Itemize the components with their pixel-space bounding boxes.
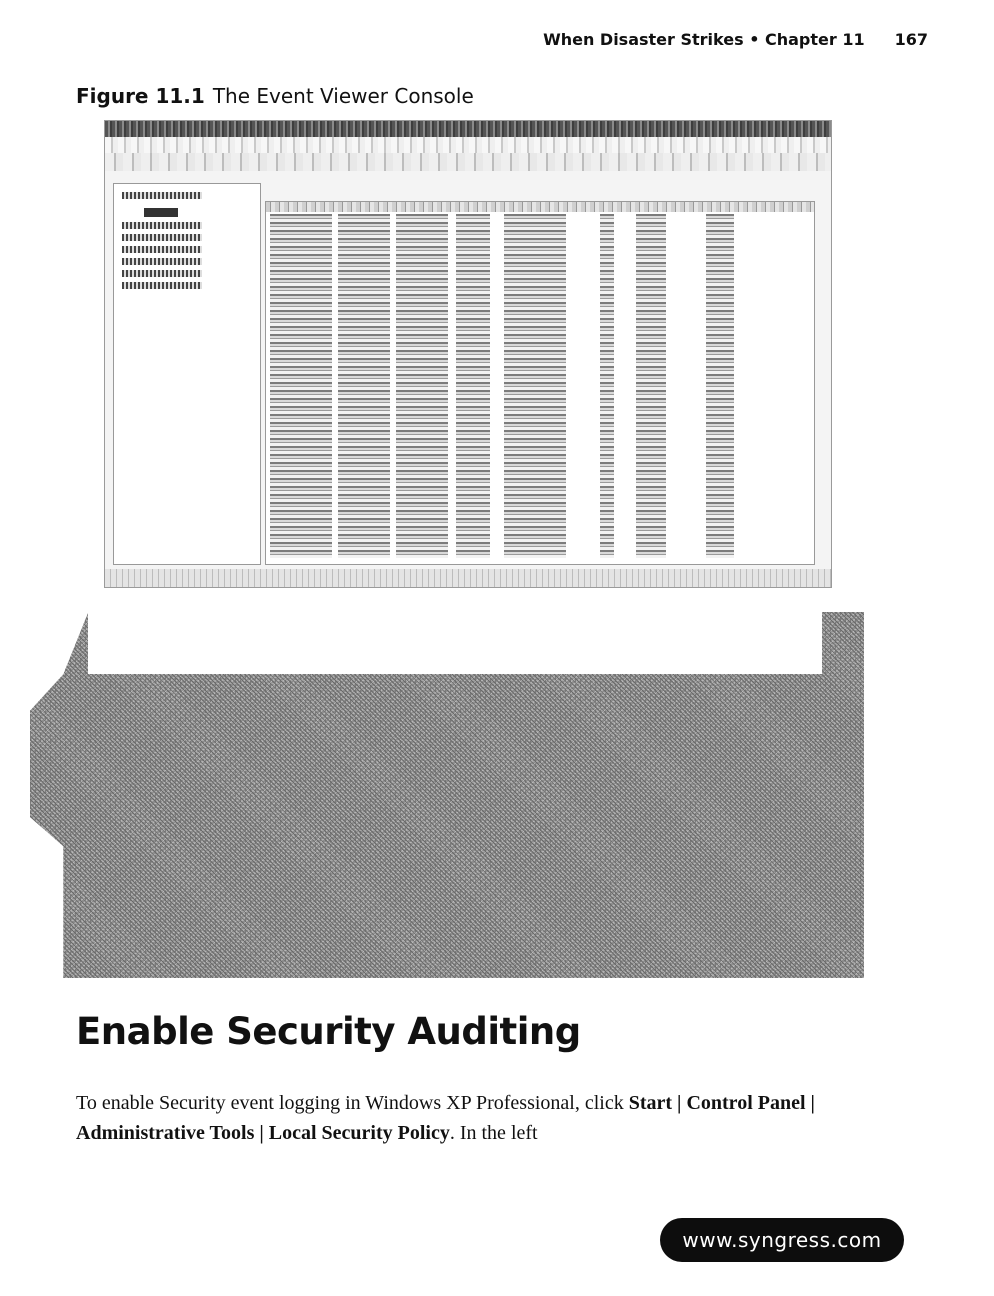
tree-item (122, 192, 202, 199)
tree-item (122, 258, 202, 265)
console-tree-pane (113, 183, 261, 565)
scan-artifact-notch (88, 612, 822, 674)
paragraph-intro: To enable Security event logging in Windows XP Professional, click (76, 1092, 629, 1114)
window-toolbar (105, 153, 831, 171)
window-menu-bar (105, 137, 831, 153)
page-number: 167 (894, 30, 928, 49)
event-list-column (636, 214, 666, 558)
event-list-column (396, 214, 448, 558)
tree-item (122, 222, 202, 229)
window-status-bar (105, 569, 831, 587)
event-list-column (456, 214, 490, 558)
menu-path-local-security-policy: Local Security Policy (268, 1122, 450, 1144)
event-list-pane (265, 201, 815, 565)
menu-path-separator: | (805, 1092, 815, 1114)
website-badge: www.syngress.com (660, 1218, 904, 1262)
menu-path-control-panel: Control Panel (686, 1092, 806, 1114)
event-list-column (600, 214, 614, 558)
event-list-column (338, 214, 390, 558)
tree-selected-item (144, 208, 178, 217)
menu-path-administrative-tools: Administrative Tools (76, 1122, 255, 1144)
figure-caption (76, 84, 474, 108)
event-viewer-screenshot (104, 120, 832, 588)
body-paragraph (76, 1088, 836, 1148)
figure-title: The Event Viewer Console (212, 84, 474, 108)
running-header (543, 30, 928, 49)
menu-path-start: Start (628, 1092, 673, 1114)
tree-item (122, 282, 202, 289)
event-list-column (706, 214, 734, 558)
window-title-bar (105, 121, 831, 137)
tree-item (122, 270, 202, 277)
tree-item (122, 246, 202, 253)
event-list-column (504, 214, 566, 558)
running-title: When Disaster Strikes • Chapter 11 (543, 30, 865, 49)
event-list-column (270, 214, 332, 558)
section-heading: Enable Security Auditing (76, 1010, 581, 1053)
menu-path-separator: | (672, 1092, 687, 1114)
figure-label: Figure 11.1 (76, 84, 205, 108)
menu-path-separator: | (254, 1122, 269, 1144)
tree-item (122, 234, 202, 241)
paragraph-tail: . In the left (449, 1122, 538, 1144)
event-list-header (266, 202, 814, 212)
